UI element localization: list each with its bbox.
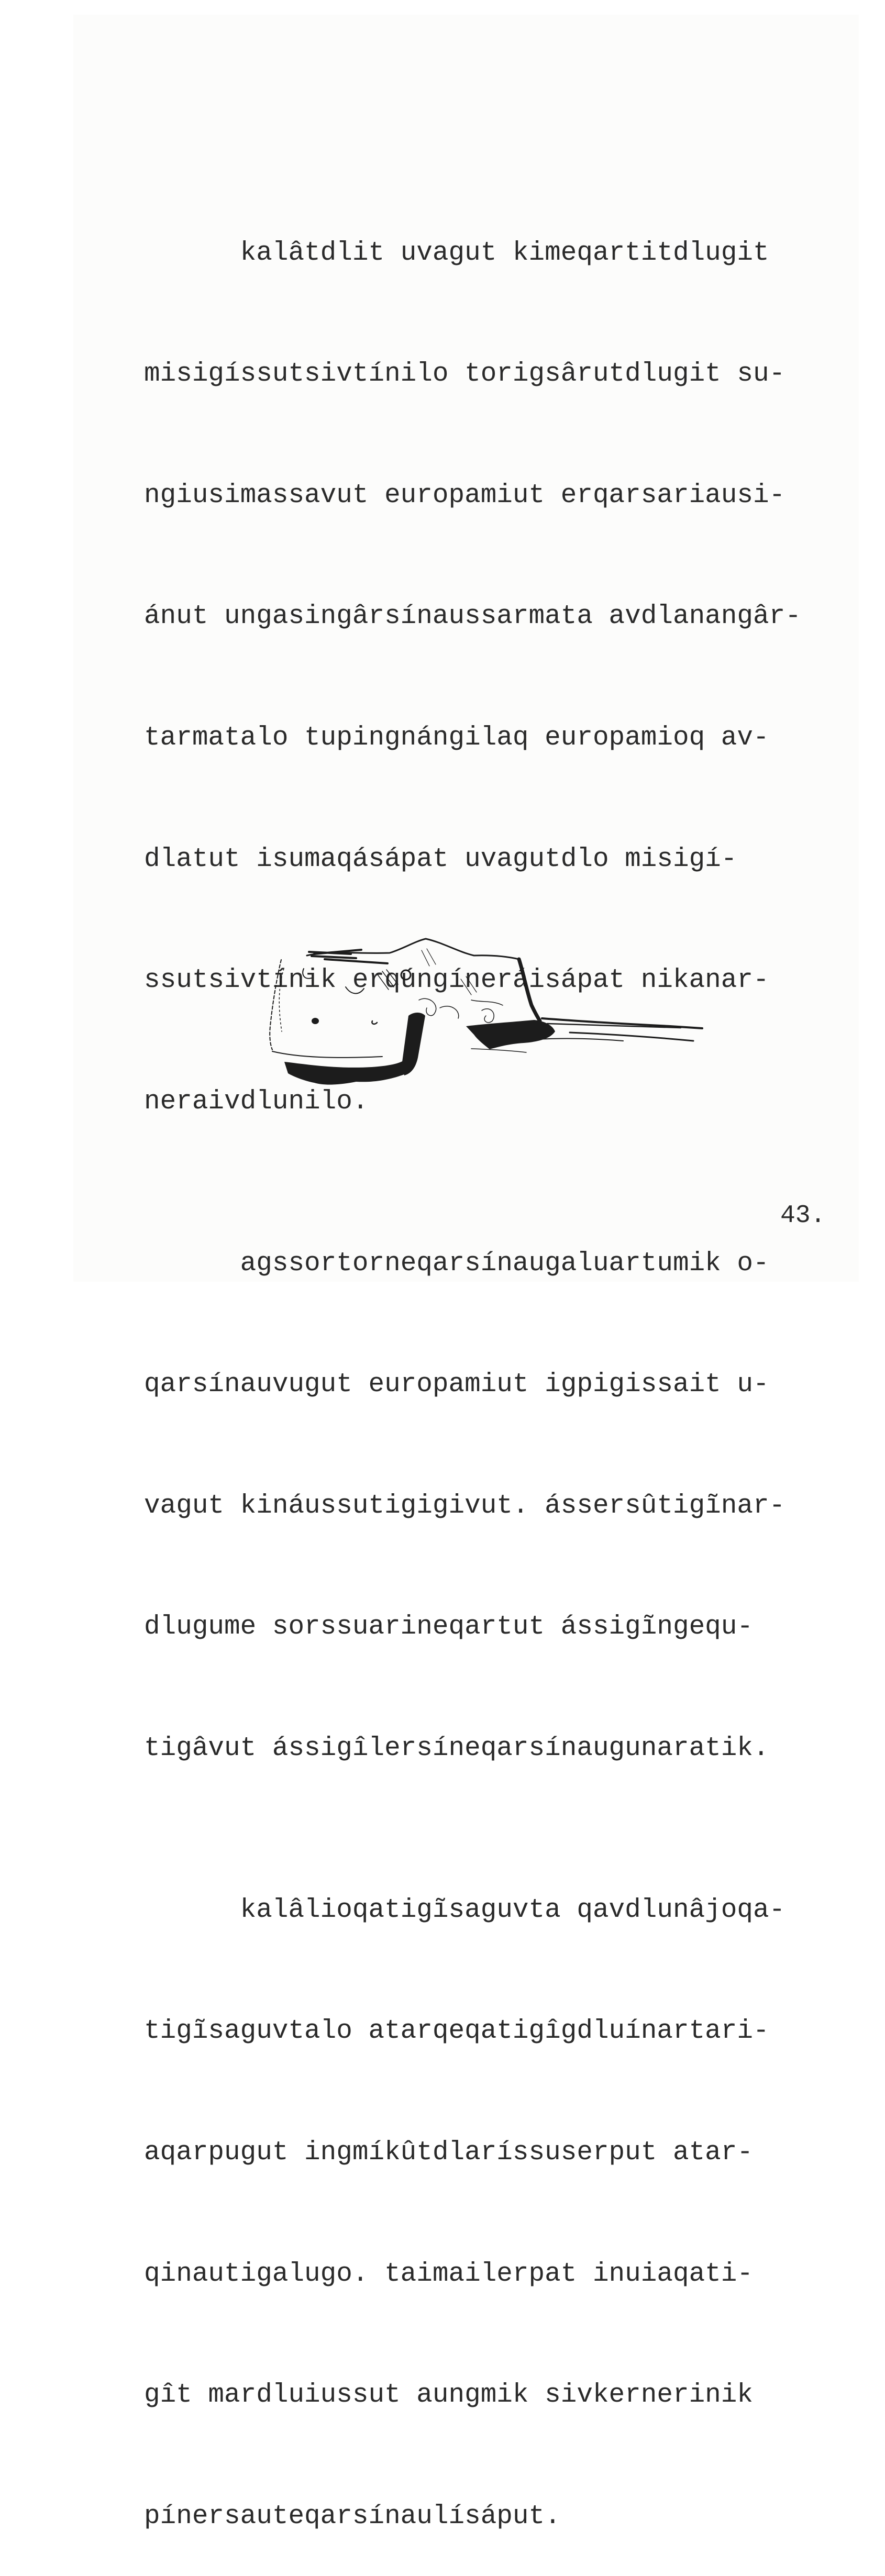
line-text: pínersauteqarsínaulísáput. [144,2501,561,2531]
line-text: gît mardluiussut aungmik sivkernerinik [144,2380,753,2411]
line-text: qinautigalugo. taimailerpat inuiaqati- [144,2259,753,2289]
text-line [144,1728,835,1769]
text-line [144,233,835,273]
line-text: neraivdlunilo. [144,1086,369,1117]
line-text: tarmatalo tupingnángilaq europamioq av- [144,723,769,753]
line-text: kalâlioqatigĩsaguvta qavdlunâjoqa- [240,1895,786,1925]
line-text: misigíssutsivtínilo torigsârutdlugit su- [144,359,786,390]
line-text: dlugume sorssuarineqartut ássigĩngequ- [144,1612,753,1642]
line-text: kalâtdlit uvagut kimeqartitdlugit [240,238,769,268]
line-text: dlatut isumaqásápat uvagutdlo misigí- [144,844,737,874]
line-text: tigâvut ássigîlersíneqarsínaugunaratik. [144,1733,769,1763]
text-line [144,2133,835,2173]
text-line [144,1243,835,1284]
line-text: tigĩsaguvtalo atarqeqatigîgdluínartari- [144,2016,769,2047]
line-text: qarsínauvugut europamiut igpigissait u- [144,1370,769,1400]
line-text: aqarpugut ingmíkûtdlaríssuserput atar- [144,2137,753,2168]
line-text: agssortorneqarsínaugaluartumik o- [240,1248,769,1279]
text-line [144,1607,835,1647]
text-line [144,2375,835,2415]
text-line [144,354,835,394]
line-text: ssutsivtínik erqúngíneráisápat nikanar- [144,965,769,996]
text-line [144,1364,835,1405]
line-text: vagut kináussutigigivut. ássersûtigĩnar- [144,1491,786,1521]
text-line [144,839,835,880]
body-text [144,112,835,2576]
text-line [144,475,835,516]
text-line [144,1890,835,1930]
rock-sketch-illustration [251,921,723,1110]
text-line [144,718,835,758]
line-text: ánut ungasingârsínaussarmata avdlanangâr- [144,602,801,632]
text-line [144,2011,835,2051]
text-line [144,2254,835,2294]
text-line [144,2496,835,2537]
text-line [144,1486,835,1526]
line-text: ngiusimassavut europamiut erqarsariausi- [144,480,786,510]
text-line [144,596,835,637]
page-number: 43. [780,1202,826,1230]
